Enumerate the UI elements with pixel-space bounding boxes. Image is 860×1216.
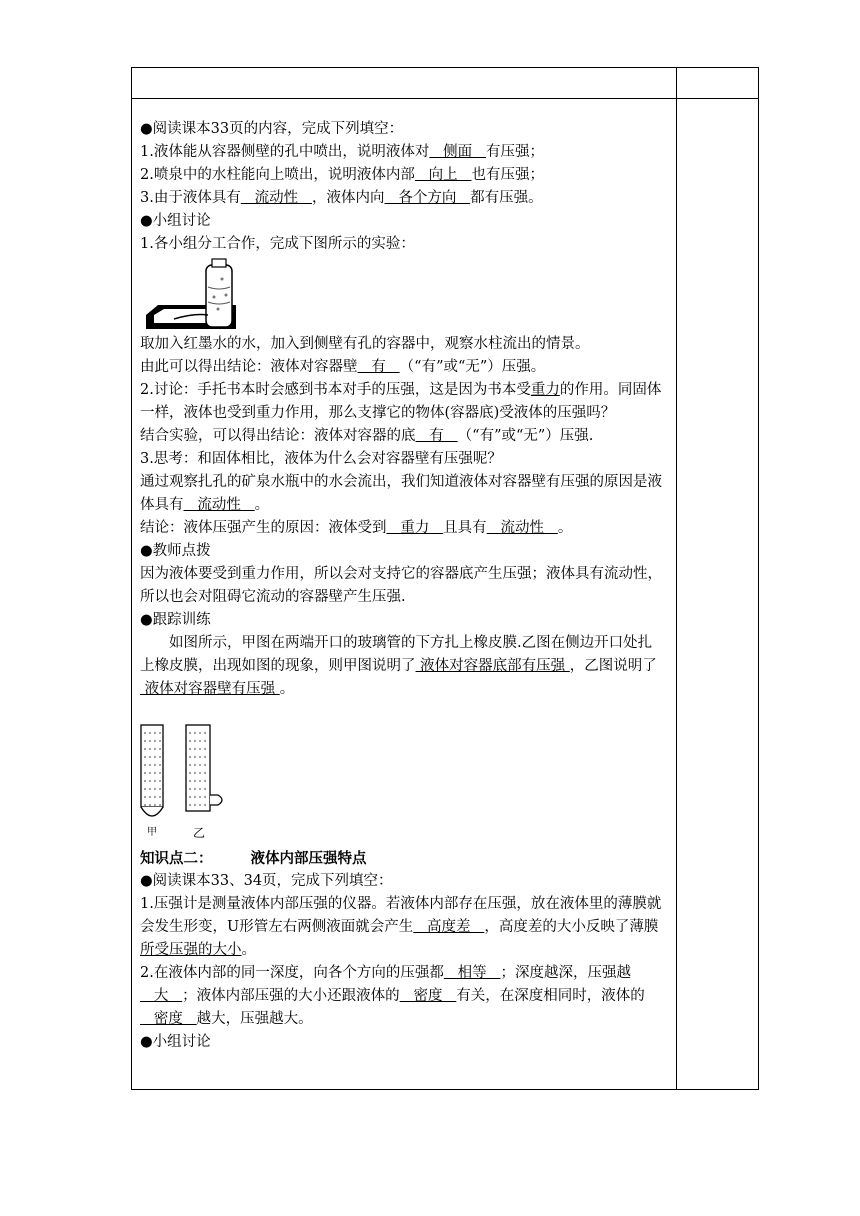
discussion-item-3: 3.思考：和固体相比，液体为什么会对容器壁有压强呢？ <box>140 451 502 467</box>
kp2-reading-heading: ●阅读课本33、34页，完成下列填空： <box>140 873 393 889</box>
answer-blank: 向上 <box>414 167 472 183</box>
table-column-divider <box>676 68 677 1089</box>
answer-blank: 流动性 <box>486 520 558 536</box>
figure-label-b: 乙 <box>193 826 206 840</box>
experiment-description: 取加入红墨水的水，加入到侧壁有孔的容器中，观察水柱流出的情景。 <box>140 336 590 352</box>
answer-blank: 重力 <box>386 520 444 536</box>
training-heading: ●跟踪训练 <box>140 612 211 628</box>
kp2-discussion-heading: ●小组讨论 <box>140 1034 211 1050</box>
fill-blank-3: 3.由于液体具有 流动性 ，液体内向 各个方向 都有压强。 <box>140 190 543 206</box>
fill-blank-2: 2.喷泉中的水柱能向上喷出，说明液体内部 向上 也有压强； <box>140 167 544 183</box>
reading-heading: ●阅读课本33页的内容，完成下列填空： <box>140 121 404 137</box>
answer-blank: 有 <box>415 428 458 444</box>
answer-blank: 各个方向 <box>384 190 471 206</box>
answer-blank: 流动性 <box>183 497 255 513</box>
answer-blank: 有 <box>357 359 400 375</box>
kp2-fill-blank-1: 1.压强计是测量液体内部压强的仪器。若液体内部存在压强，放在液体里的薄膜就会发生形变，U形管左右两侧液面就会产生 高度差 ，高度差的大小反映了薄膜所受压强的大小。 <box>140 896 662 958</box>
answer-blank: 液体对容器壁有压强 <box>140 681 280 697</box>
tube-b <box>186 725 222 811</box>
answer-blank: 所受压强的大小 <box>140 942 242 958</box>
knowledge-point-2-title: 知识点二： 液体内部压强特点 <box>140 850 367 867</box>
answer-blank: 密度 <box>399 988 457 1004</box>
teacher-text: 因为液体要受到重力作用，所以会对支持它的容器底产生压强；液体具有流动性，所以也会对阻碍它流动的容器壁产生压强. <box>140 566 662 605</box>
answer-blank: 流动性 <box>240 190 312 206</box>
answer-blank: 相等 <box>443 965 501 981</box>
discussion-item-2: 2.讨论：手托书本时会感到书本对手的压强，这是因为书本受重力的作用。同固体一样，液体也受到重力作用，那么支撑它的物体(容器底)受液体的压强吗？ <box>140 382 662 421</box>
table-header-divider <box>132 98 758 99</box>
bottle-experiment-figure <box>144 257 244 335</box>
answer-blank: 大 <box>140 988 183 1004</box>
discussion-heading: ●小组讨论 <box>140 213 211 229</box>
answer-blank: 重力 <box>530 382 560 398</box>
conclusion-3: 结论：液体压强产生的原因：液体受到 重力 且具有 流动性 。 <box>140 520 573 536</box>
answer-blank: 高度差 <box>413 919 485 935</box>
kp2-fill-blank-2: 2.在液体内部的同一深度，向各个方向的压强都 相等 ；深度越深，压强越 大 ；液体内部压强的大小还跟液体的 密度 有关，在深度相同时，液体的 密度 越大，压强越大。 <box>140 965 645 1027</box>
glass-tubes-figure <box>140 721 250 843</box>
answer-blank: 液体对容器底部有压强 <box>415 658 570 674</box>
teacher-heading: ●教师点拨 <box>140 543 211 559</box>
fill-blank-1: 1.液体能从容器侧壁的孔中喷出，说明液体对 侧面 有压强； <box>140 144 544 160</box>
lesson-content <box>140 118 666 1054</box>
conclusion-1: 由此可以得出结论：液体对容器壁 有 （“有”或“无”）压强。 <box>140 359 546 375</box>
training-text: 如图所示，甲图在两端开口的玻璃管的下方扎上橡皮膜.乙图在侧边开口处扎上橡皮膜，出现如图的现象，则甲图说明了 液体对容器底部有压强 ，乙图说明了 液体对容器壁有压强 。 <box>140 635 657 697</box>
figure-label-a: 甲 <box>147 827 157 838</box>
answer-blank: 侧面 <box>429 144 486 160</box>
tube-a <box>141 725 163 816</box>
answer-blank: 密度 <box>140 1011 197 1027</box>
discussion-item-3-body: 通过观察扎孔的矿泉水瓶中的水会流出，我们知道液体对容器壁有压强的原因是液体具有 流动性 。 <box>140 474 662 513</box>
discussion-item-1: 1.各小组分工合作，完成下图所示的实验： <box>140 236 415 252</box>
conclusion-2: 结合实验，可以得出结论：液体对容器的底 有 （“有”或“无”）压强. <box>140 428 594 444</box>
